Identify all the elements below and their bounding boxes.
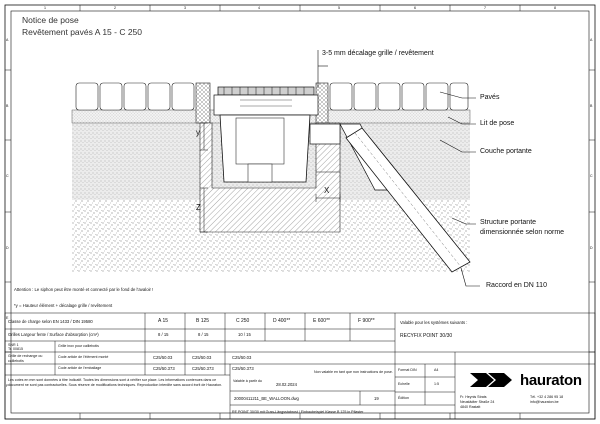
package-c250: C25/50.373 <box>232 366 254 371</box>
format-label: Format DIN <box>398 368 417 372</box>
grille-inox-label: Grille inox pour caillebotis <box>58 344 99 348</box>
article-a15: C25/50.03 <box>153 355 173 360</box>
package-a15: C25/50.373 <box>153 366 175 371</box>
address-line-2: Neustädter Straße 24 <box>460 400 495 404</box>
scale-value: 1:5 <box>434 382 439 386</box>
valid-systems-label: Valable pour les systèmes suivants : <box>400 320 468 325</box>
callout-offset: 3-5 mm décalage grille / revêtement <box>322 50 434 57</box>
article-b125: C25/50.03 <box>192 355 212 360</box>
address-line-1: Fr. Heynis Strats <box>460 395 487 399</box>
valid-from-label: Valable à partir du <box>233 379 262 383</box>
dimension-y: y <box>196 128 200 137</box>
class-e600: E 600** <box>313 318 330 324</box>
frame-row-d: D <box>6 246 9 250</box>
frame-col-8: 8 <box>554 6 556 10</box>
dimension-x: X <box>324 186 330 195</box>
page-subtitle: Revêtement pavés A 15 - C 250 <box>22 27 143 37</box>
phone: Tél. +32 4 286 95 18 <box>530 395 564 399</box>
frame-col-5: 5 <box>338 6 340 10</box>
frame-row-a-right: A <box>590 38 593 42</box>
disclaimer: Les cotes en mm sont données à titre indicatif. Toutes les dimensions sont à vérifier sur place. Les informations contenues dans ce document ne sont pas contractuelles. Sous réserve de modifications techniques. Reproduction interdite sans accord écrit de Hauraton. <box>8 378 223 387</box>
company-logo-text: hauraton <box>520 372 582 389</box>
valid-date: 28.02.2024 <box>276 382 297 387</box>
class-a15: A 15 <box>158 318 169 324</box>
dimension-z: Z <box>196 203 201 212</box>
grille-a15-value: 8 / 15 <box>158 332 169 337</box>
format-value: A4 <box>434 368 439 372</box>
page-number: 19 <box>374 396 379 401</box>
class-f900: F 900** <box>358 318 375 324</box>
drawing-description: RE POINT 30/30 mit Guss-Längsstabrost / Einbaubeispiel Klasse B 125 in Pflaster <box>232 410 364 414</box>
frame-row-b: B <box>6 104 9 108</box>
hauraton-logo-icon <box>468 371 516 391</box>
frame-row-c: C <box>6 174 9 178</box>
address-line-3: 4840 Rastatt <box>460 405 481 409</box>
frame-row-e: E <box>6 316 9 320</box>
callout-structure-portante: Structure portante <box>480 219 537 226</box>
grille-b125-value: 8 / 15 <box>198 332 209 337</box>
snr-label: SNR 1 Tr. 00815 <box>8 343 24 351</box>
attention-note: Attention : Le siphon peut être monté et connecté par le fond de l'avaloir ! <box>14 287 154 292</box>
callout-paves: Pavés <box>480 94 500 101</box>
callout-lit-de-pose: Lit de pose <box>480 120 515 127</box>
valid-system-name: RECYFIX POINT 30/30 <box>400 333 453 339</box>
article-c250: C25/50.03 <box>232 355 252 360</box>
frame-col-1: 1 <box>44 6 46 10</box>
package-b125: C25/50.373 <box>192 366 214 371</box>
remark: Non valable en tant que non instructions de pose. <box>314 370 393 374</box>
edition-label: Édition <box>398 396 409 400</box>
grille-row-label: Grilles Largeur fente / Surface d'absorption (cm²) <box>8 332 99 337</box>
callout-structure-dimension: dimensionnée selon norme <box>480 229 565 236</box>
replacement-label: Grille de rechange ou caillebotis <box>8 354 43 363</box>
frame-col-7: 7 <box>484 6 486 10</box>
callout-raccord: Raccord en DN 110 <box>486 282 547 289</box>
page-title: Notice de pose <box>22 15 79 25</box>
article-code-label: Code article de l'élément monté <box>58 355 109 359</box>
class-b125: B 125 <box>196 318 210 324</box>
grille-c250-value: 10 / 15 <box>238 332 251 337</box>
file-name: 20000411211_BE_WALLOON.dwg <box>234 396 299 401</box>
frame-col-4: 4 <box>258 6 260 10</box>
scale-label: Echelle <box>398 382 410 386</box>
frame-row-f: F <box>6 384 9 388</box>
package-code-label: Code article de l'emballage <box>58 366 102 370</box>
table-class-label: Classe de charge selon EN 1433 / DIN 19580 <box>8 319 93 324</box>
frame-col-2: 2 <box>114 6 116 10</box>
class-c250: C 250 <box>236 318 250 324</box>
frame-col-6: 6 <box>414 6 416 10</box>
email: info@hauraton.be <box>530 400 559 404</box>
class-d400: D 400** <box>273 318 291 324</box>
frame-row-a: A <box>6 38 9 42</box>
legend-note: *y = Hauteur élément + décalage grille / revêtement <box>14 303 113 308</box>
frame-row-c-right: C <box>590 174 593 178</box>
frame-col-3: 3 <box>184 6 186 10</box>
frame-row-b-right: B <box>590 104 593 108</box>
callout-couche-portante: Couche portante <box>480 148 532 155</box>
frame-row-d-right: D <box>590 246 593 250</box>
